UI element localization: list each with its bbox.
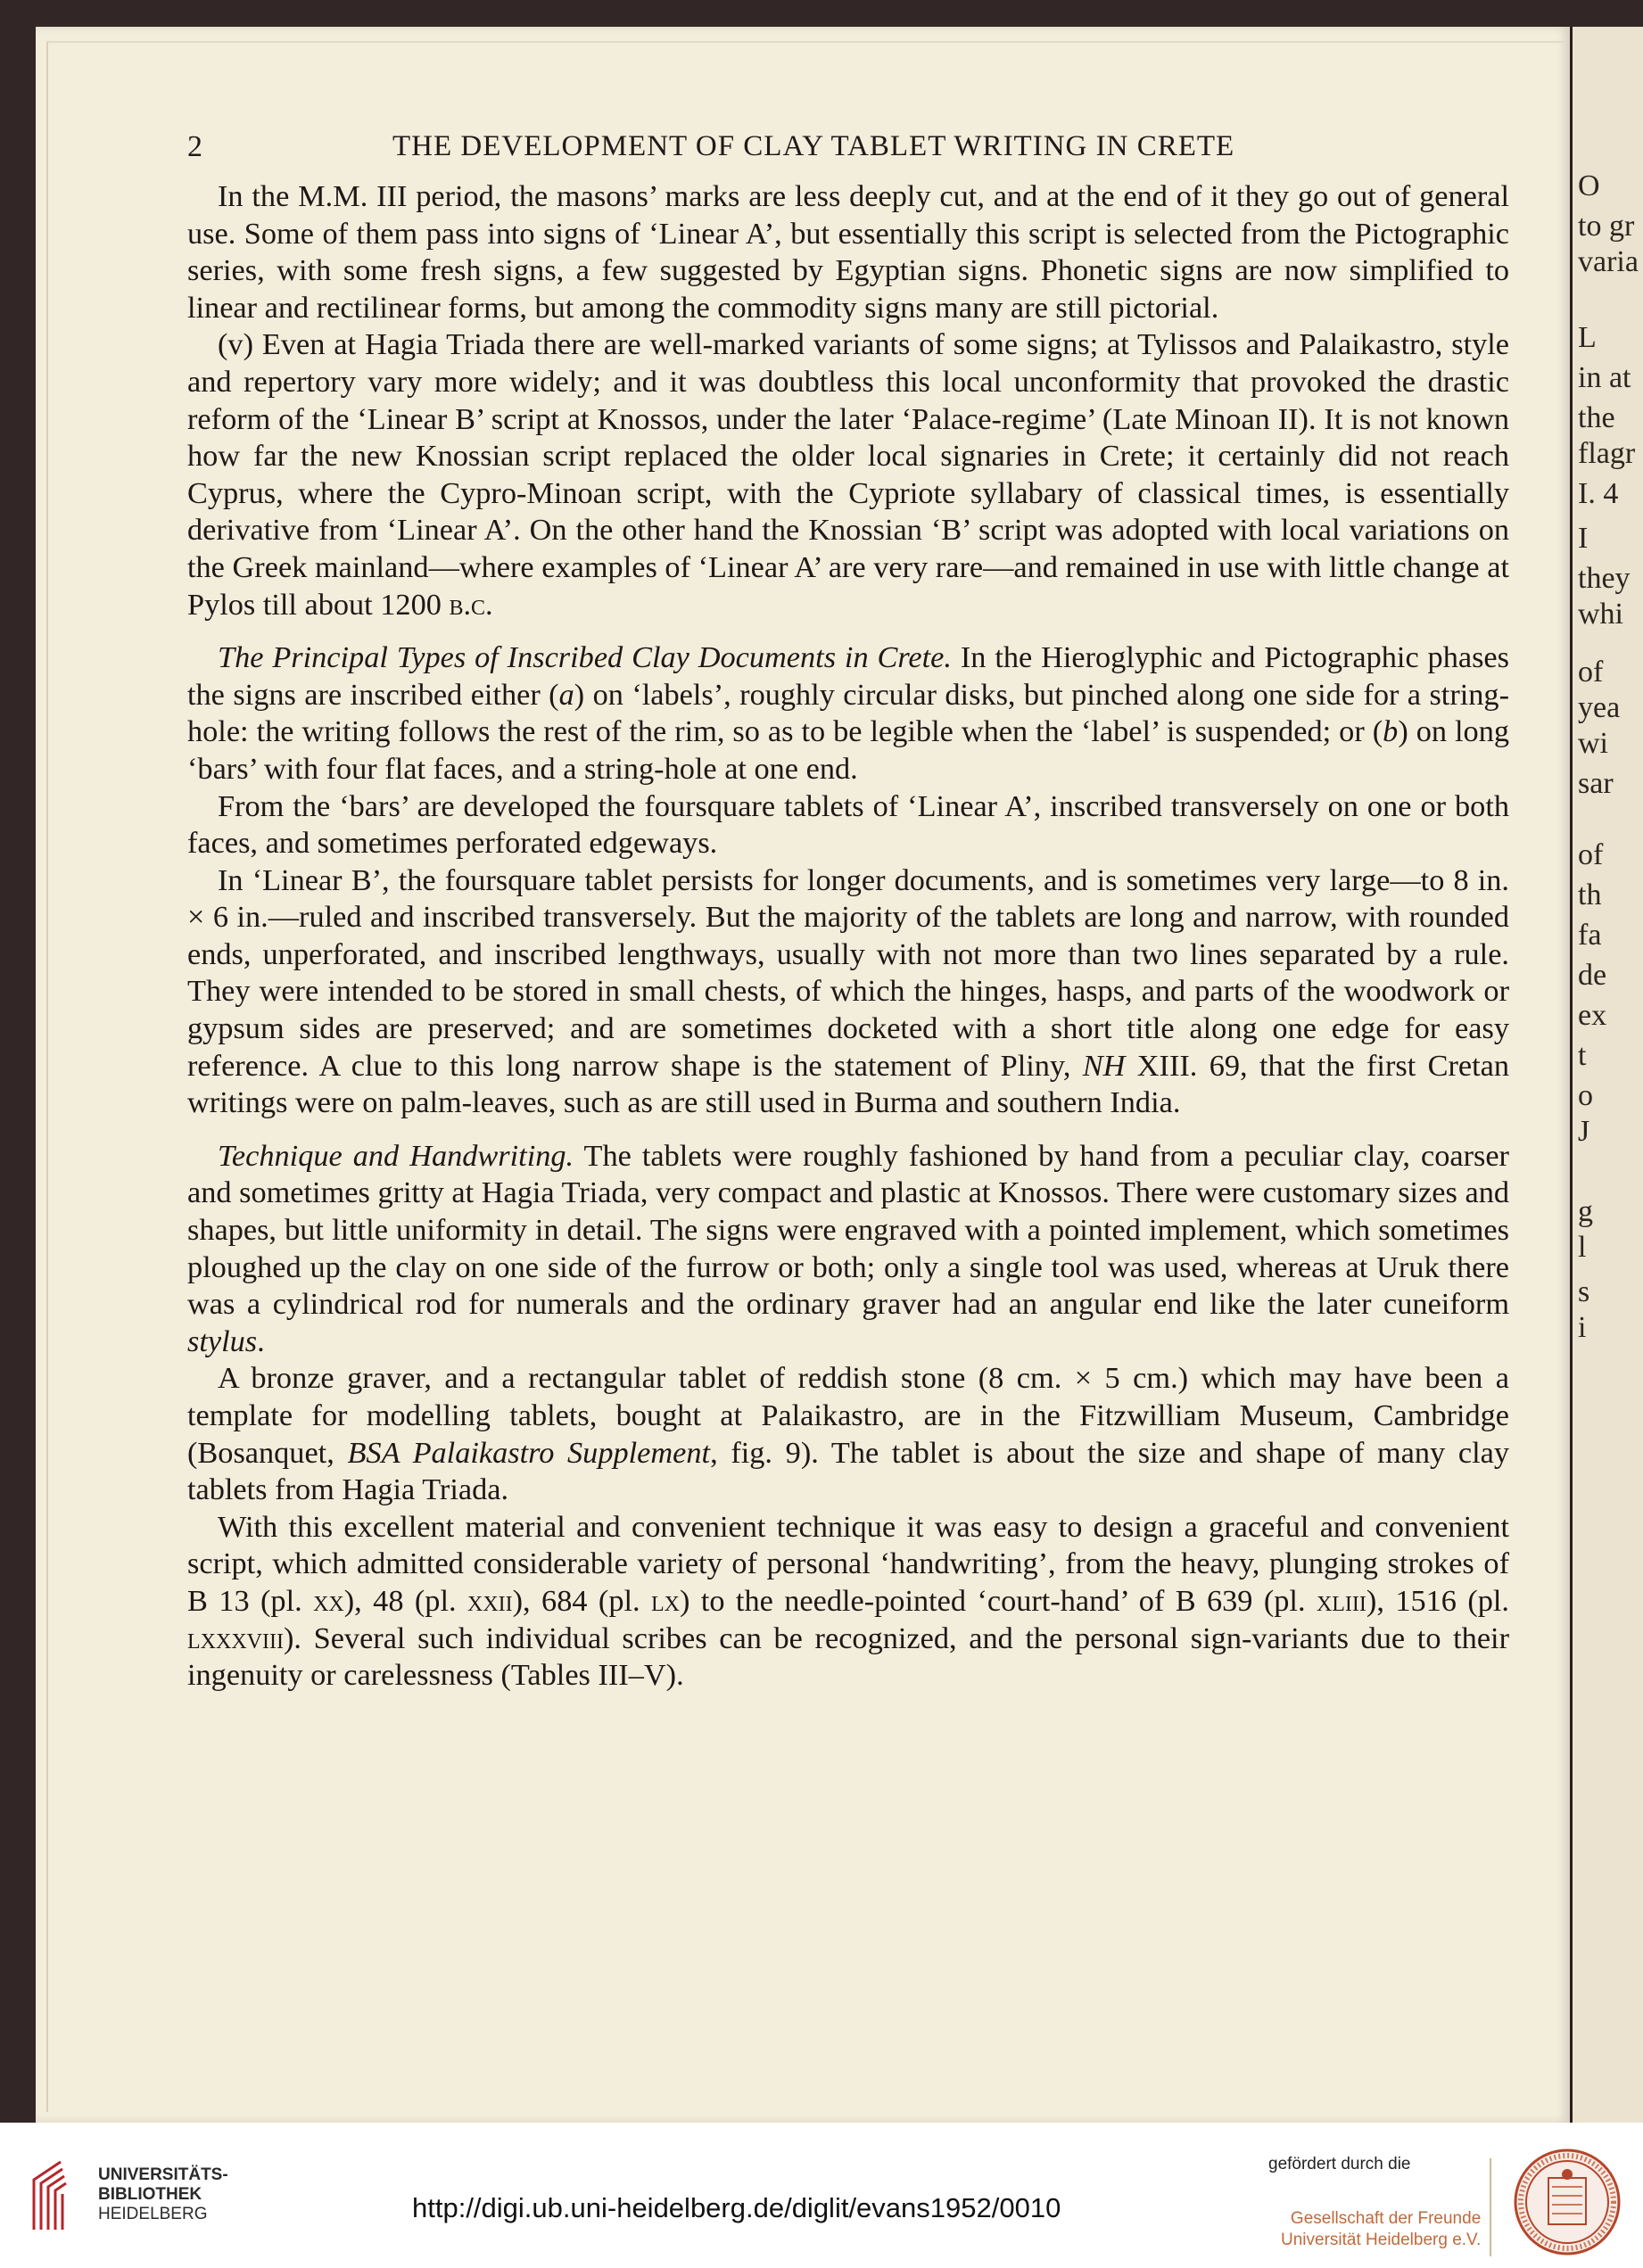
body-text: [187, 178, 1509, 1695]
paragraph: [187, 326, 1509, 623]
paragraph: [187, 1509, 1509, 1695]
next-page-edge-fragment: J: [1578, 1115, 1590, 1148]
next-page-edge-fragment: of: [1578, 656, 1604, 689]
next-page-edge: [1570, 27, 1643, 2123]
paragraph-text: A bronze graver, and a rectangular tablet of reddish stone (8 cm. × 5 cm.) which may have been a template for modelling tablets, bought at Palaikastro, are in the Fitzwilliam Museum, Cambridge (Bosanquet,: [187, 1361, 1509, 1470]
next-page-edge-fragment: wi: [1578, 727, 1608, 760]
page-header: [187, 125, 1507, 169]
next-page-edge-fragment: varia: [1578, 245, 1639, 278]
next-page-edge-fragment: g: [1578, 1195, 1593, 1228]
paragraph: [187, 788, 1509, 862]
next-page-edge-fragment: to gr: [1578, 210, 1635, 243]
italic-citation: NH: [1082, 1048, 1126, 1083]
paragraph: [187, 1360, 1509, 1508]
library-name: [98, 2165, 228, 2224]
small-caps-text: b.c.: [449, 587, 493, 622]
next-page-edge-fragment: yea: [1578, 691, 1621, 724]
next-page-edge-fragment: flagr: [1578, 437, 1636, 470]
paragraph-text: ) on long ‘bars’ with four flat faces, and a string-hole at one end.: [187, 714, 1509, 786]
next-page-edge-fragment: L: [1578, 321, 1597, 354]
sponsor-name-line: Universität Heidelberg e.V.: [1281, 2231, 1482, 2249]
paragraph-text: ), 684 (pl.: [512, 1583, 651, 1618]
small-caps-text: xx: [313, 1583, 344, 1618]
paragraph-text: .: [257, 1324, 265, 1358]
page-number: 2: [187, 130, 202, 163]
library-name-line: UNIVERSITÄTS-: [98, 2165, 228, 2184]
next-page-edge-fragment: sar: [1578, 767, 1614, 800]
italic-letter: b: [1383, 714, 1399, 749]
paragraph-text: , fig. 9). The tablet is about the size and shape of many clay tablets from Hagia Triada.: [187, 1435, 1509, 1507]
next-page-edge-fragment: th: [1578, 878, 1602, 911]
library-name-line: HEIDELBERG: [98, 2205, 208, 2223]
paragraph-text: The tablets were roughly fashioned by hand from a peculiar clay, coarser and sometimes gritty at Hagia Triada, very compact and plastic at Knossos. There were customary sizes and shapes, but little uniformity in detail. The signs were engraved with a pointed implement, which sometimes ploughed up the clay on one side of the furrow or both; only a single tool was used, whereas at Uruk there was a cylindrical rod for numerals and the ordinary graver had an angular end like the later cuneiform: [187, 1138, 1509, 1322]
small-caps-text: xliii: [1316, 1583, 1366, 1618]
italic-term: stylus: [187, 1324, 258, 1358]
next-page-edge-fragment: they: [1578, 562, 1631, 595]
next-page-edge-fragment: fa: [1578, 919, 1602, 952]
next-page-edge-fragment: whi: [1578, 598, 1623, 631]
footer-divider: [1490, 2158, 1491, 2256]
small-caps-text: lx: [651, 1583, 680, 1618]
section-heading: The Principal Types of Inscribed Clay Documents in Crete.: [218, 640, 952, 675]
paragraph-text: ), 48 (pl.: [343, 1583, 467, 1618]
small-caps-text: lxxxviii: [187, 1621, 284, 1655]
paragraph-text: With this excellent material and convenient technique it was easy to design a graceful and convenient script, which admitted considerable variety of personal ‘handwriting’, from the heavy, plunging strokes of B 13 (pl.: [187, 1509, 1509, 1618]
paragraph-text: In the Hieroglyphic and Pictographic phases the signs are inscribed either (: [187, 640, 1509, 712]
next-page-edge-fragment: l: [1578, 1231, 1587, 1264]
running-title: THE DEVELOPMENT OF CLAY TABLET WRITING IN CRETE: [392, 130, 1235, 162]
library-name-line: BIBLIOTHEK: [98, 2185, 202, 2204]
small-caps-text: xxii: [466, 1583, 513, 1618]
paragraph-text: From the ‘bars’ are developed the foursquare tablets of ‘Linear A’, inscribed transversely on one or both faces, and sometimes perforated edgeways.: [187, 788, 1509, 861]
sponsor-name: [1281, 2208, 1481, 2251]
italic-citation: BSA Palaikastro Supplement: [347, 1435, 711, 1470]
next-page-edge-fragment: s: [1578, 1275, 1590, 1308]
paragraph-text: (v) Even at Hagia Triada there are well-marked variants of some signs; at Tylissos and Palaikastro, style and repertory vary more widely; and it was doubtless this local unconformity that provoked the drastic reform of the ‘Linear B’ script at Knossos, under the later ‘Palace-regime’ (Late Minoan II). It is not known how far the new Knossian script replaced the older local signaries in Crete; it certainly did not reach Cyprus, where the Cypro-Minoan script, with the Cypriote syllabary of classical times, is essentially derivative from ‘Linear A’. On the other hand the Knossian ‘B’ script was adopted with local variations on the Greek mainland—where examples of ‘Linear A’ are very rare—and remained in use with little change at Pylos till about 1200: [187, 327, 1509, 622]
next-page-edge-fragment: I. 4: [1578, 477, 1619, 510]
paragraph-text: ). Several such individual scribes can be recognized, and the personal sign-variants due to their ingenuity or carelessness (Tables III–V).: [187, 1621, 1509, 1693]
next-page-edge-fragment: O: [1578, 169, 1600, 202]
paragraph: [187, 862, 1509, 1122]
next-page-edge-fragment: of: [1578, 838, 1604, 871]
paragraph: [187, 1138, 1509, 1361]
next-page-edge-fragment: in at: [1578, 361, 1631, 394]
paragraph-text: In the M.M. III period, the masons’ marks are less deeply cut, and at the end of it they go out of general use. Some of them pass into signs of ‘Linear A’, but essentially this script is selected from the Pictographic series, with some fresh signs, a few suggested by Egyptian signs. Phonetic signs are now simplified to linear and rectilinear forms, but among the commodity signs many are still pictorial.: [187, 179, 1509, 325]
next-page-edge-fragment: de: [1578, 959, 1607, 992]
university-seal-icon: [1513, 2148, 1622, 2256]
section-heading: Technique and Handwriting.: [218, 1138, 574, 1173]
paragraph-text: ) to the needle-pointed ‘court-hand’ of B 639 (pl.: [680, 1583, 1317, 1618]
paragraph-text: In ‘Linear B’, the foursquare tablet persists for longer documents, and is sometimes very large—to 8 in. × 6 in.—ruled and inscribed transversely. But the majority of the tablets are long and narrow, with rounded ends, unperforated, and inscribed lengthways, usually with not more than two lines separated by a rule. They were intended to be stored in small chests, of which the hinges, hasps, and parts of the woodwork or gypsum sides are preserved; and are sometimes docketed with a short title along one edge for easy reference. A clue to this long narrow shape is the statement of Pliny,: [187, 862, 1509, 1083]
university-library-logo-icon: [27, 2155, 95, 2237]
next-page-edge-fragment: I: [1578, 522, 1589, 555]
sponsor-intro: gefördert durch die: [1268, 2155, 1411, 2173]
digitization-footer: [0, 2123, 1643, 2268]
paragraph: [187, 639, 1509, 788]
next-page-edge-fragment: ex: [1578, 999, 1607, 1032]
next-page-edge-fragment: the: [1578, 401, 1615, 434]
next-page-edge-fragment: o: [1578, 1079, 1593, 1112]
sponsor-name-line: Gesellschaft der Freunde: [1290, 2209, 1482, 2228]
next-page-edge-fragment: i: [1578, 1311, 1587, 1344]
italic-letter: a: [558, 677, 574, 712]
paragraph-text: ), 1516 (pl.: [1366, 1583, 1509, 1618]
next-page-edge-fragment: t: [1578, 1039, 1587, 1072]
paragraph-text: ) on ‘labels’, roughly circular disks, but pinched along one side for a string-hole: the writing follows the rest of the rim, so as to be legible when the ‘label’ is suspended; or (: [187, 677, 1509, 749]
paragraph-text: XIII. 69, that the first Cretan writings were on palm-leaves, such as are still used in Burma and southern India.: [187, 1048, 1510, 1120]
permalink-url[interactable]: http://digi.ub.uni-heidelberg.de/diglit/evans1952/0010: [412, 2192, 1061, 2223]
paragraph: [187, 178, 1509, 326]
